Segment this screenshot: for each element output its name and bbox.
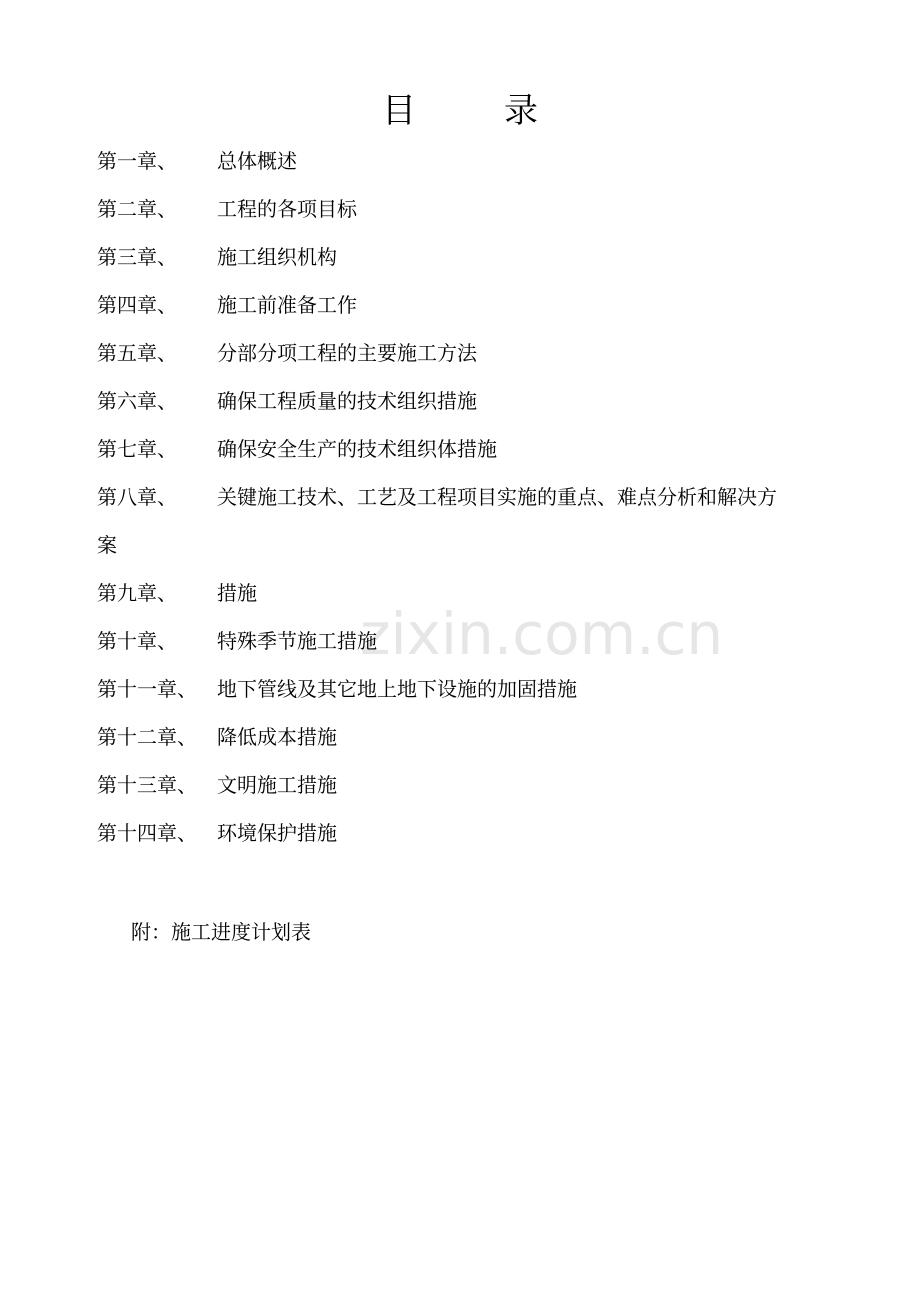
chapter-number: 第七章、 (97, 437, 177, 461)
chapter-title: 施工前准备工作 (217, 293, 357, 317)
toc-item (97, 809, 857, 857)
chapter-title: 关键施工技术、工艺及工程项目实施的重点、难点分析和解决方 (217, 485, 777, 509)
toc-item (97, 569, 857, 617)
page-title (0, 88, 920, 134)
toc-item (97, 377, 857, 425)
chapter-number: 第四章、 (97, 293, 177, 317)
chapter-title: 施工组织机构 (217, 245, 337, 269)
toc-item (97, 233, 857, 281)
chapter-title: 确保安全生产的技术组织体措施 (217, 437, 497, 461)
toc-item (97, 713, 857, 761)
chapter-number: 第九章、 (97, 581, 177, 605)
chapter-number: 第一章、 (97, 149, 177, 173)
toc-item (97, 137, 857, 185)
toc-item (97, 425, 857, 473)
chapter-title: 工程的各项目标 (217, 197, 357, 221)
chapter-title: 措施 (217, 581, 257, 605)
chapter-number: 第五章、 (97, 341, 177, 365)
toc-item (97, 185, 857, 233)
title-part-2: 录 (504, 91, 538, 131)
chapter-title: 环境保护措施 (217, 821, 337, 845)
toc-item (97, 665, 857, 713)
chapter-title: 分部分项工程的主要施工方法 (217, 341, 477, 365)
chapter-number: 第十一章、 (97, 677, 197, 701)
chapter-title: 确保工程质量的技术组织措施 (217, 389, 477, 413)
chapter-title-continuation: 案 (97, 533, 117, 557)
chapter-number: 第十二章、 (97, 725, 197, 749)
toc-item (97, 281, 857, 329)
chapter-title: 降低成本措施 (217, 725, 337, 749)
chapter-title: 特殊季节施工措施 (217, 629, 377, 653)
toc-item (97, 473, 857, 569)
table-of-contents (97, 137, 857, 857)
chapter-title: 总体概述 (217, 149, 297, 173)
appendix-line: 附：施工进度计划表 (131, 920, 311, 944)
chapter-number: 第八章、 (97, 485, 177, 509)
chapter-number: 第六章、 (97, 389, 177, 413)
toc-item (97, 329, 857, 377)
chapter-title: 文明施工措施 (217, 773, 337, 797)
title-part-1: 目 (382, 91, 416, 131)
toc-item (97, 617, 857, 665)
chapter-number: 第十四章、 (97, 821, 197, 845)
toc-item (97, 761, 857, 809)
chapter-title: 地下管线及其它地上地下设施的加固措施 (217, 677, 577, 701)
watermark: zixin.com.cn (360, 600, 724, 668)
chapter-number: 第十章、 (97, 629, 177, 653)
chapter-number: 第十三章、 (97, 773, 197, 797)
chapter-number: 第三章、 (97, 245, 177, 269)
chapter-number: 第二章、 (97, 197, 177, 221)
